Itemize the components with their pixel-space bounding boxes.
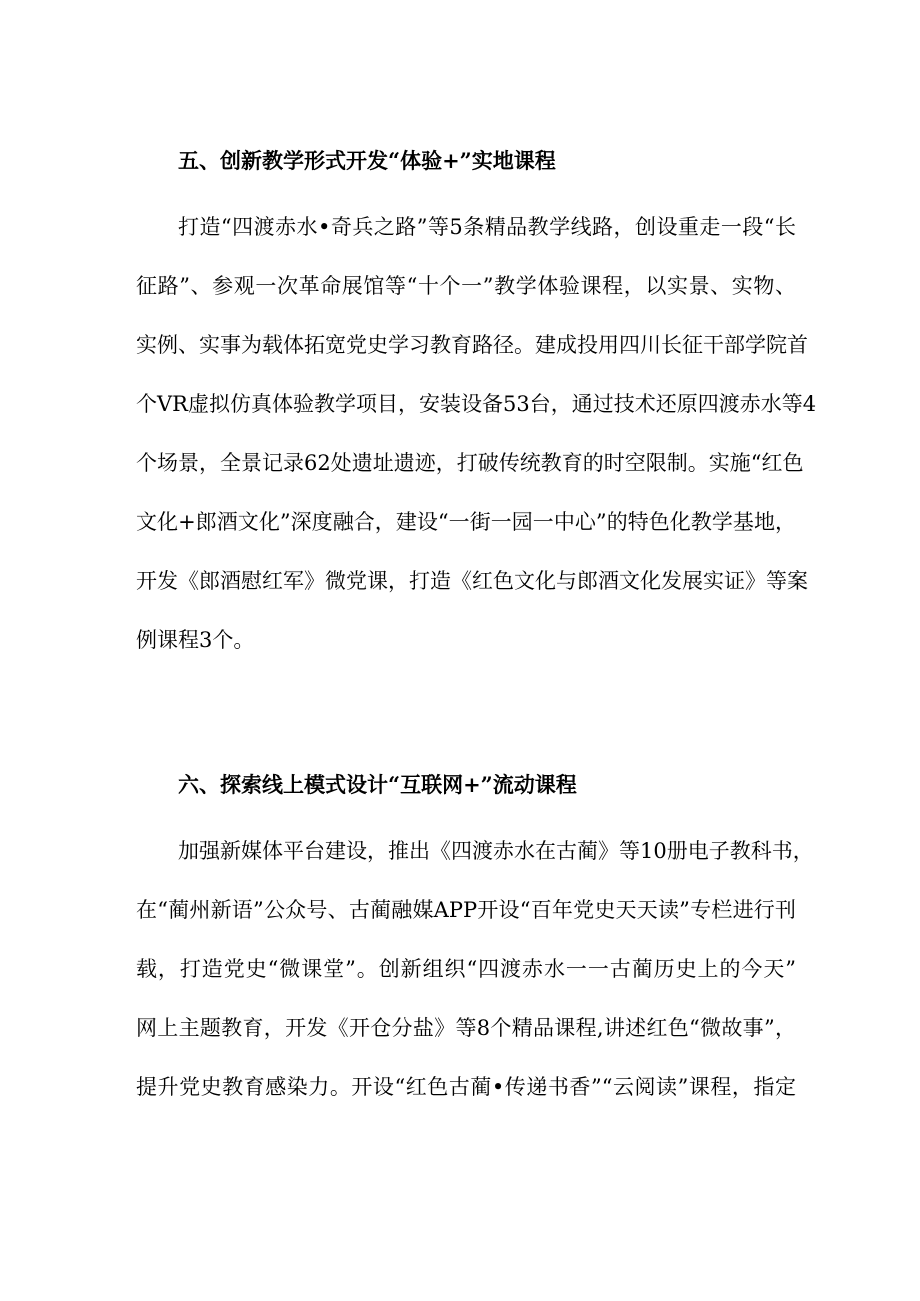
paragraph-line: 开发《郎酒慰红军》微党课，打造《红色文化与郎酒文化发展实证》等案 bbox=[136, 569, 808, 593]
paragraph-line: 网上主题教育，开发《开仓分盐》等8个精品课程,讲述红色“微故事”， bbox=[136, 1016, 796, 1040]
section-five bbox=[136, 143, 817, 670]
paragraph-line: 例课程3个。 bbox=[136, 628, 255, 652]
section-paragraph bbox=[136, 198, 817, 670]
paragraph-line: 加强新媒体平台建设，推出《四渡赤水在古蔺》等10册电子教科书， bbox=[178, 839, 814, 863]
paragraph-line: 载，打造党史“微课堂”。创新组织“四渡赤水一一古蔺历史上的今天” bbox=[136, 957, 796, 981]
paragraph-line: 文化+郎酒文化”深度融合，建设“一街一园一中心”的特色化教学基地， bbox=[136, 510, 796, 534]
paragraph-line: 个VR虚拟仿真体验教学项目，安装设备53台，通过技术还原四渡赤水等4 bbox=[136, 392, 817, 416]
section-six bbox=[136, 767, 814, 1117]
section-paragraph bbox=[136, 822, 814, 1117]
section-heading: 五、创新教学形式开发“体验+”实地课程 bbox=[178, 148, 556, 173]
paragraph-line: 征路”、参观一次革命展馆等“十个一”教学体验课程，以实景、实物、 bbox=[136, 274, 796, 298]
paragraph-line: 在“蔺州新语”公众号、古蔺融媒APP开设“百年党史天天读”专栏进行刊 bbox=[136, 898, 796, 922]
paragraph-line: 实例、实事为载体拓宽党史学习教育路径。建成投用四川长征干部学院首 bbox=[136, 333, 808, 357]
paragraph-line: 个场景，全景记录62处遗址遗迹，打破传统教育的时空限制。实施“红色 bbox=[136, 451, 804, 475]
section-heading: 六、探索线上模式设计“互联网+”流动课程 bbox=[178, 772, 577, 797]
paragraph-line: 提升党史教育感染力。开设“红色古蔺•传递书香”“云阅读”课程，指定 bbox=[136, 1075, 796, 1099]
paragraph-line: 打造“四渡赤水•奇兵之路”等5条精品教学线路，创设重走一段“长 bbox=[178, 215, 796, 239]
